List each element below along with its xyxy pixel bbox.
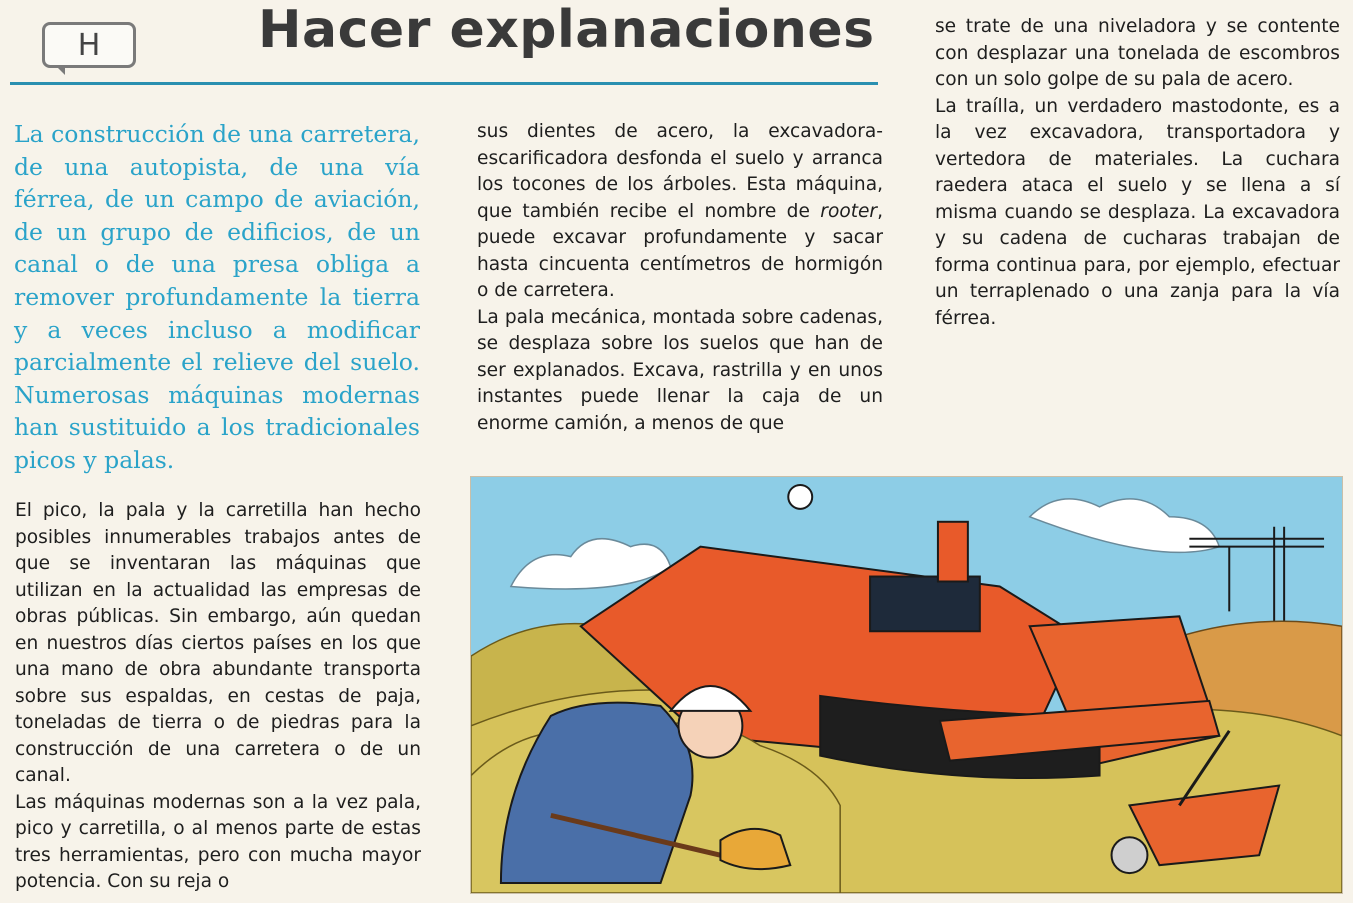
driver-helmet xyxy=(788,485,812,509)
col1-paragraph-2: Las máquinas modernas son a la vez pala, pico y carretilla, o al menos parte de estas tres herramientas, pero con mucha mayor potencia. Con su reja o xyxy=(15,791,421,892)
col3-paragraph-1: se trate de una niveladora y se contente con desplazar una tonelada de escombros con un solo golpe de su pala de acero. xyxy=(935,16,1340,90)
text-column-2 xyxy=(477,119,883,437)
col2-p1-text-end: , puede excavar profundamente y sacar hasta cincuenta centímetros de hormigón o de carretera. xyxy=(477,200,883,301)
text-column-3 xyxy=(935,14,1340,332)
illustration-svg xyxy=(471,477,1342,893)
col3-paragraph-2: La traílla, un verdadero mastodonte, es a la vez excavadora, transportadora y vertedora de materiales. La cuchara raedera ataca el suelo y se llena a sí misma cuando se desplaza. La excavadora y su cadena de cucharas trabajan de forma continua para, por ejemplo, efectuar un terraplenado o una zanja para la vía férrea. xyxy=(935,95,1340,329)
section-badge xyxy=(42,22,136,68)
rooter-term: rooter xyxy=(820,200,878,222)
intro-paragraph: La construcción de una carretera, de una autopista, de una vía férrea, de un campo de aviación, de un grupo de edificios, de un canal o de una presa obliga a remover profundamente la tierra y a veces incluso a modificar parcialmente el relieve del suelo. Numerosas máquinas modernas han sustituido a los tradicionales picos y palas. xyxy=(14,120,420,474)
col2-p1-text: sus dientes de acero, la excavadora-escarificadora desfonda el suelo y arranca los tocones de los árboles. Esta máquina, que también recibe el nombre de xyxy=(477,121,883,222)
title-divider xyxy=(10,82,878,85)
section-letter: H xyxy=(77,27,101,63)
page-title: Hacer explanaciones xyxy=(258,0,875,60)
col1-paragraph-1: El pico, la pala y la carretilla han hecho posibles innumerables trabajos antes de que se inventaran las máquinas que utilizan en la actualidad las empresas de obras públicas. Sin embargo, aún quedan en nuestros días ciertos países en los que una mano de obra abundante transporta sobre sus espaldas, en cestas de paja, toneladas de tierra o de piedras para la construcción de una carretera o de un canal. xyxy=(15,500,421,786)
bulldozer-illustration xyxy=(470,476,1343,894)
text-column-1 xyxy=(15,498,421,896)
shovel-load xyxy=(720,829,790,869)
col2-paragraph-1 xyxy=(477,119,883,305)
col2-paragraph-2: La pala mecánica, montada sobre cadenas, se desplaza sobre los suelos que han de ser explanados. Excava, rastrilla y en unos instantes puede llenar la caja de un enorme camión, a menos de que xyxy=(477,306,883,434)
